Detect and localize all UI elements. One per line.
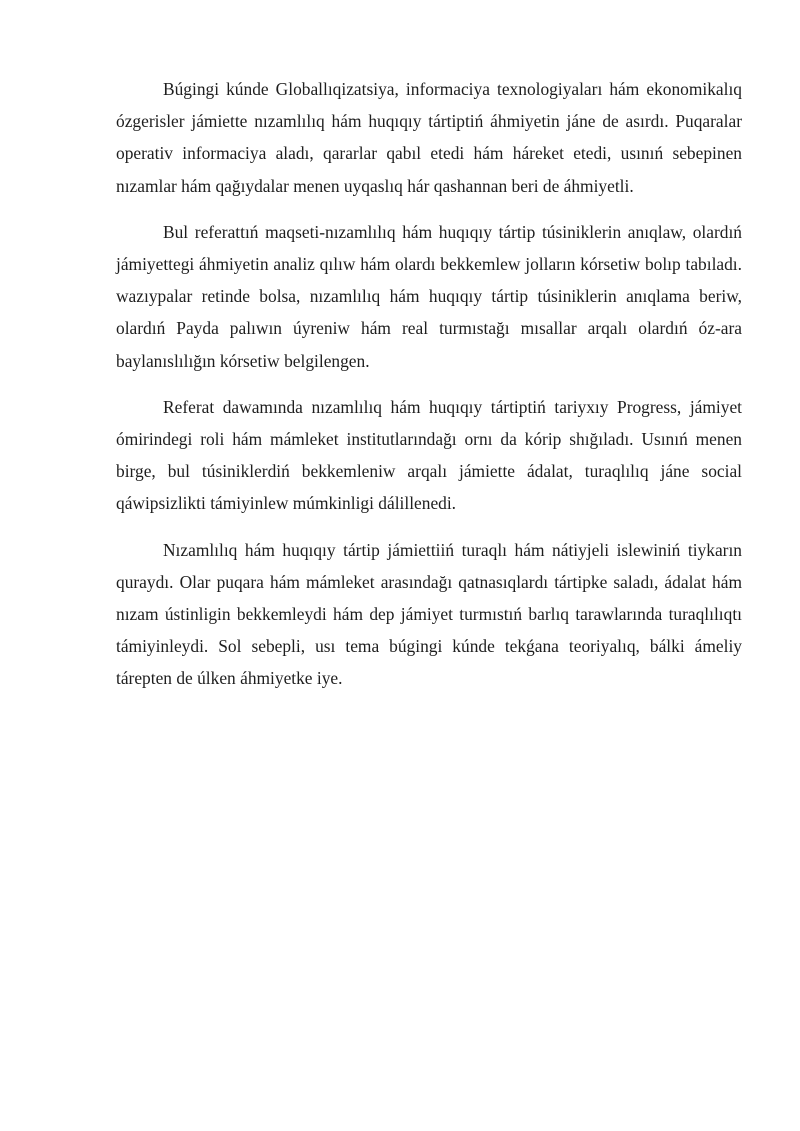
- paragraph-1: Búgingi kúnde Globallıqizatsiya, informaciya texnologiyaları hám ekonomikalıq ózgerisler jámiette nızamlılıq hám huqıqıy tártiptiń áhmiyetin jáne de asırdı. Puqaralar operativ informaciya aladı, qararlar qabıl etedi hám háreket etedi, usınıń sebepinen nızamlar hám qağıydalar menen uyqaslıq hár qashannan beri de áhmiyetli.: [116, 79, 742, 196]
- document-body: [116, 73, 742, 709]
- paragraph-4: Nızamlılıq hám huqıqıy tártip jámiettiiń turaqlı hám nátiyjeli islewiniń tiykarın quraydı. Olar puqara hám mámleket arasındağı qatnasıqlardı tártipke saladı, ádalat hám nızam ústinligin bekkemleydi hám dep jámiyet turmıstıń barlıq tarawlarında turaqlılıqtı támiyinleydi. Sol sebepli, usı tema búgingi kúnde tekǵana teoriyalıq, bálki ámeliy tárepten de úlken áhmiyetke iye.: [116, 539, 742, 689]
- paragraph-3: Referat dawamında nızamlılıq hám huqıqıy tártiptiń tariyxıy Progress, jámiyet ómirindegi roli hám mámleket institutlarındağı ornı da kórip shığıladı. Usınıń menen birge, bul túsiniklerdiń bekkemleniw arqalı jámiette ádalat, turaqlılıq jáne social qáwipsizlikti támiyinlew múmkinligi dálillenedi.: [116, 396, 742, 514]
- paragraph-2: Bul referattıń maqseti-nızamlılıq hám huqıqıy tártip túsiniklerin anıqlaw, olardıń jámiyettegi áhmiyetin analiz qılıw hám olardı bekkemlew jolların kórsetiw bolıp tabıladı. wazıypalar retinde bolsa, nızamlılıq hám huqıqıy tártip túsiniklerin anıqlama beriw, olardıń Payda palıwın úyreniw hám real turmıstağı mısallar arqalı olardıń óz-ara baylanıslılığın kórsetiw belgilengen.: [116, 221, 742, 371]
